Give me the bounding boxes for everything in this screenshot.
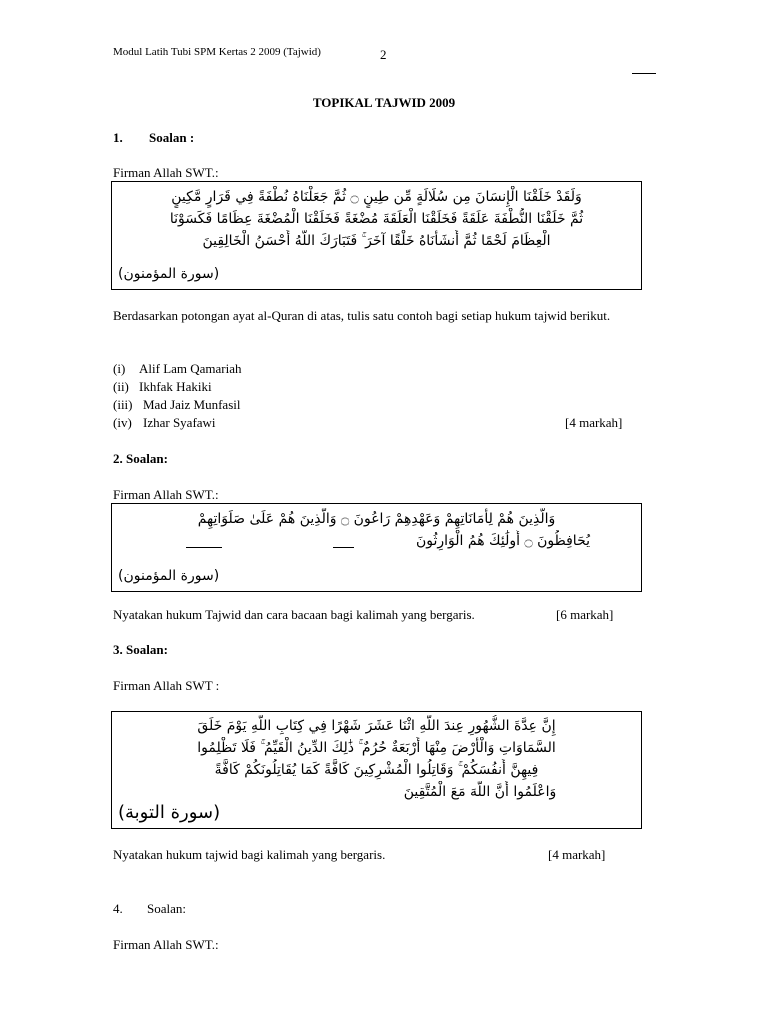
- q1-item-4-text: Izhar Syafawi: [143, 415, 216, 430]
- q1-number: 1.: [113, 130, 123, 145]
- q2-underline-2: [333, 547, 354, 548]
- q1-firman: Firman Allah SWT.:: [113, 165, 219, 180]
- q2-instruction: Nyatakan hukum Tajwid dan cara bacaan bagi kalimah yang bergaris.: [113, 607, 475, 622]
- q1-item-2-text: Ikhfak Hakiki: [139, 379, 212, 394]
- page-number: 2: [380, 47, 387, 62]
- q1-item-3-num: (iii): [113, 397, 133, 412]
- q3-arabic-line-1: إِنَّ عِدَّةَ الشُّهُورِ عِندَ اللَّهِ اثْنَا عَشَرَ شَهْرًا فِي كِتَابِ اللَّهِ يَوْمَ خَلَقَ: [197, 718, 556, 734]
- q1-item-1: [113, 360, 633, 378]
- q1-label: Soalan :: [149, 130, 195, 145]
- q2-verse-box: [111, 503, 642, 592]
- q1-item-2: [113, 378, 633, 396]
- q2-arabic-line-2: يُحَافِظُونَ ۝ أُولَٰئِكَ هُمُ الْوَارِثُونَ: [416, 533, 590, 549]
- q3-marks: [4 markah]: [548, 847, 606, 862]
- doc-title: TOPIKAL TAJWID 2009: [312, 95, 456, 110]
- q4-firman: Firman Allah SWT.:: [113, 937, 219, 952]
- header-rule: [632, 73, 656, 74]
- q3-arabic-line-3: فِيهِنَّ أَنفُسَكُمْ ۚ وَقَاتِلُوا الْمُشْرِكِينَ كَافَّةً كَمَا يُقَاتِلُونَكُمْ كَافَّةً: [214, 762, 539, 778]
- q4-number: 4.: [113, 901, 123, 916]
- q3-label: 3. Soalan:: [113, 642, 168, 657]
- q1-item-2-num: (ii): [113, 379, 129, 394]
- q1-item-1-text: Alif Lam Qamariah: [139, 361, 242, 376]
- q1-verse-box: [111, 181, 642, 290]
- q2-marks: [6 markah]: [556, 607, 614, 622]
- q2-firman: Firman Allah SWT.:: [113, 487, 219, 502]
- q2-surah-name: (سورة المؤمنون): [118, 568, 220, 584]
- q3-firman: Firman Allah SWT :: [113, 678, 220, 693]
- q3-arabic-line-4: وَاعْلَمُوا أَنَّ اللَّهَ مَعَ الْمُتَّقِينَ: [403, 784, 557, 800]
- q1-marks: [4 markah]: [565, 415, 623, 430]
- q2-arabic-line-1: وَالَّذِينَ هُمْ لِأَمَانَاتِهِمْ وَعَهْدِهِمْ رَاعُونَ ۝ وَالَّذِينَ هُمْ عَلَىٰ صَلَوَاتِهِمْ: [197, 511, 556, 527]
- q1-arabic-line-2: ثُمَّ خَلَقْنَا النُّطْفَةَ عَلَقَةً فَخَلَقْنَا الْعَلَقَةَ مُضْغَةً فَخَلَقْنَا الْمُضْغَةَ عِظَامًا فَكَسَوْنَا: [169, 211, 584, 227]
- q3-verse-box: [111, 711, 642, 829]
- q4-label: Soalan:: [147, 901, 186, 916]
- q1-item-1-num: (i): [113, 361, 126, 376]
- q1-item-4: [113, 414, 633, 432]
- q1-item-4-num: (iv): [113, 415, 132, 430]
- q2-underline-1: [186, 547, 222, 548]
- q3-instruction: Nyatakan hukum tajwid bagi kalimah yang bergaris.: [113, 847, 386, 862]
- q1-arabic-line-1: وَلَقَدْ خَلَقْنَا الْإِنسَانَ مِن سُلَالَةٍ مِّن طِينٍ ۝ ثُمَّ جَعَلْنَاهُ نُطْفَةً فِي قَرَارٍ مَّكِينٍ: [171, 189, 582, 205]
- q2-label: 2. Soalan:: [113, 451, 168, 466]
- q1-item-3-text: Mad Jaiz Munfasil: [143, 397, 241, 412]
- q3-surah-name: (سورة التوبة): [118, 802, 221, 823]
- q1-instruction: Berdasarkan potongan ayat al-Quran di atas, tulis satu contoh bagi setiap hukum tajwid berikut.: [113, 308, 611, 323]
- q1-surah-name: (سورة المؤمنون): [118, 266, 220, 282]
- q3-arabic-line-2: السَّمَاوَاتِ وَالْأَرْضَ مِنْهَا أَرْبَعَةٌ حُرُمٌ ۚ ذَٰلِكَ الدِّينُ الْقَيِّمُ ۚ فَلَا تَظْلِمُوا: [197, 740, 556, 756]
- running-header: Modul Latih Tubi SPM Kertas 2 2009 (Tajwid): [113, 46, 321, 58]
- q1-item-3: [113, 396, 633, 414]
- q1-arabic-line-3: الْعِظَامَ لَحْمًا ثُمَّ أَنشَأْنَاهُ خَلْقًا آخَرَ ۚ فَتَبَارَكَ اللَّهُ أَحْسَنُ الْخَالِقِينَ: [202, 233, 551, 249]
